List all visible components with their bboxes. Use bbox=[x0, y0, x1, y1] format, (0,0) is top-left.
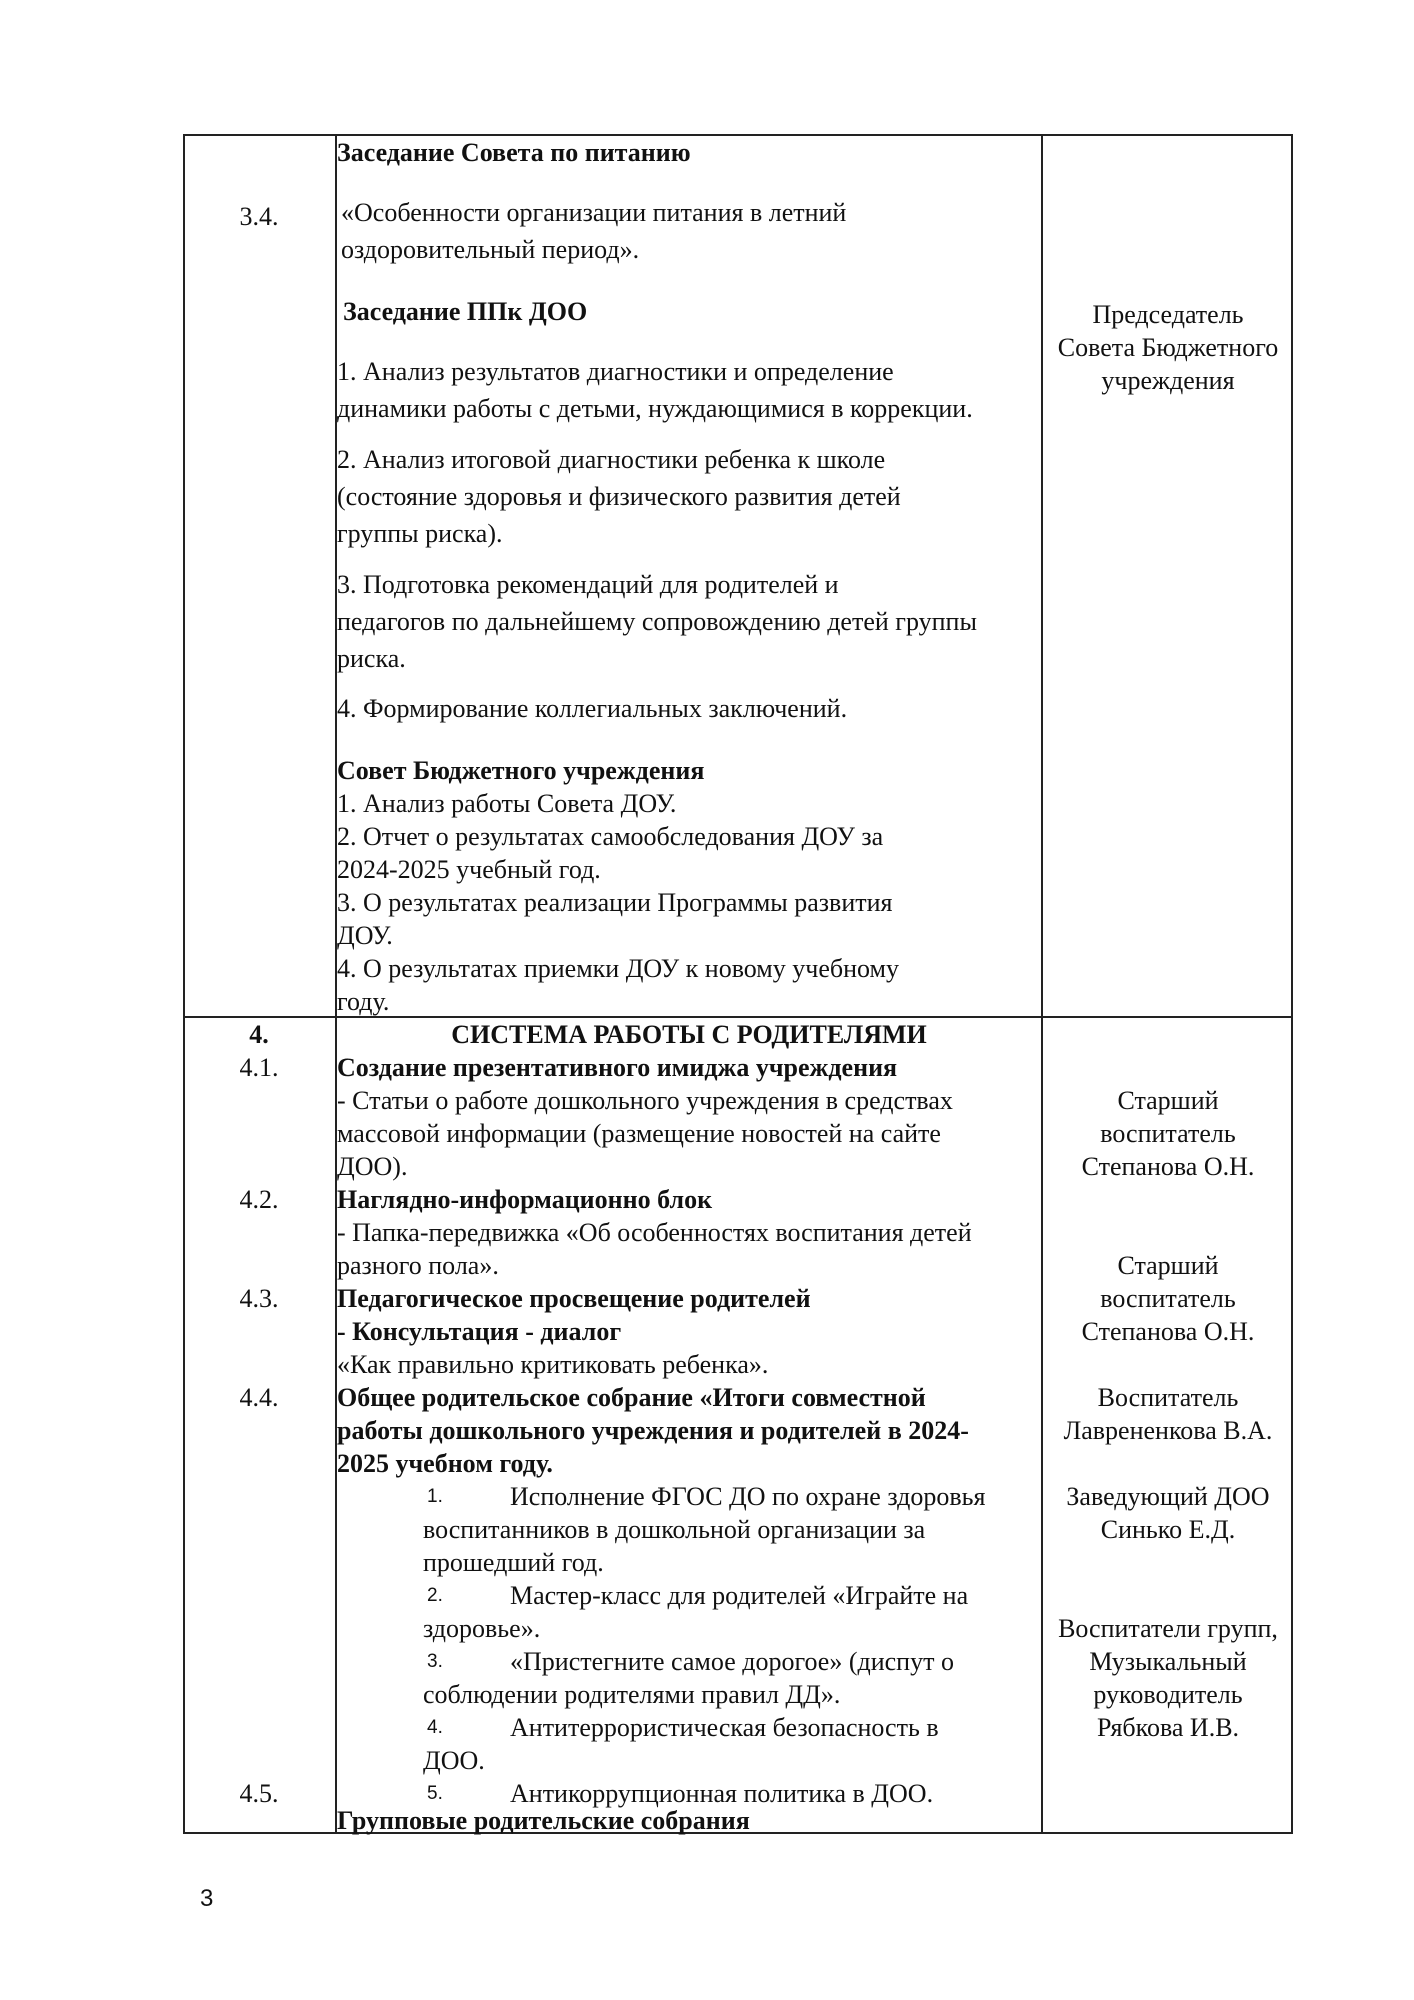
row3-line-7: (состояние здоровья и физического развития детей bbox=[337, 482, 901, 511]
responsible-4-line-2: руководитель bbox=[1093, 1680, 1243, 1709]
responsible-4-line-0: Воспитатели групп, bbox=[1058, 1614, 1278, 1643]
row3-line-11: риска. bbox=[337, 644, 406, 673]
responsible-3-line-0: Заведующий ДОО bbox=[1066, 1482, 1270, 1511]
row4-line-4: Наглядно-информационно блок bbox=[337, 1185, 713, 1214]
row3-line-9: 3. Подготовка рекомендаций для родителей и bbox=[337, 570, 839, 599]
row3-line-12: 4. Формирование коллегиальных заключений. bbox=[337, 694, 848, 723]
row4-line-0: Создание презентативного имиджа учреждения bbox=[337, 1053, 898, 1082]
row3-line-14: 1. Анализ работы Совета ДОУ. bbox=[337, 789, 677, 818]
row4-heading: СИСТЕМА РАБОТЫ С РОДИТЕЛЯМИ bbox=[451, 1020, 927, 1049]
row4-subnumber-0: 4.1. bbox=[239, 1053, 279, 1082]
row4-line-10: Общее родительское собрание «Итоги совместной bbox=[337, 1383, 926, 1412]
row3-line-0: Заседание Совета по питанию bbox=[337, 138, 691, 167]
row3-number: 3.4. bbox=[239, 202, 279, 231]
responsible-0-line-0: Старший bbox=[1117, 1086, 1219, 1115]
row4-line-8: - Консультация - диалог bbox=[337, 1317, 622, 1346]
row4-line-12: 2025 учебном году. bbox=[337, 1449, 553, 1478]
meeting-item-1-line-0: Исполнение ФГОС ДО по охране здоровья bbox=[510, 1482, 986, 1511]
meeting-item-4-line-0: Антитеррористическая безопасность в bbox=[510, 1713, 939, 1742]
row3-line-3: Заседание ППк ДОО bbox=[343, 297, 588, 326]
meeting-item-2-line-1: здоровье». bbox=[423, 1614, 541, 1643]
meeting-item-1-line-2: прошедший год. bbox=[423, 1548, 604, 1577]
row4-subnumber-4: 4.5. bbox=[239, 1779, 279, 1808]
row3-line-6: 2. Анализ итоговой диагностики ребенка к школе bbox=[337, 445, 886, 474]
responsible-0-line-2: Степанова О.Н. bbox=[1081, 1152, 1255, 1181]
responsible-4-line-1: Музыкальный bbox=[1089, 1647, 1247, 1676]
row3-line-4: 1. Анализ результатов диагностики и определение bbox=[337, 357, 894, 386]
row4-subnumber-3: 4.4. bbox=[239, 1383, 279, 1412]
row3-line-1: «Особенности организации питания в летний bbox=[341, 198, 847, 227]
row4-line-6: разного пола». bbox=[337, 1251, 499, 1280]
table-border-left bbox=[183, 134, 185, 1834]
responsible-2-line-0: Воспитатель bbox=[1097, 1383, 1239, 1412]
row3-line-18: ДОУ. bbox=[337, 921, 393, 950]
responsible-2-line-1: Лаврененкова В.А. bbox=[1063, 1416, 1273, 1445]
page-number: 3 bbox=[200, 1885, 214, 1912]
meeting-item-3-line-0: «Пристегните самое дорогое» (диспут о bbox=[510, 1647, 954, 1676]
responsible-4-line-3: Рябкова И.В. bbox=[1096, 1713, 1240, 1742]
responsible-1-line-1: воспитатель bbox=[1100, 1284, 1236, 1313]
row4-line-7: Педагогическое просвещение родителей bbox=[337, 1284, 811, 1313]
row3-responsible-1: Совета Бюджетного bbox=[1057, 333, 1279, 362]
row4-line-11: работы дошкольного учреждения и родителей в 2024- bbox=[337, 1416, 969, 1445]
row4-subnumber-2: 4.3. bbox=[239, 1284, 279, 1313]
meeting-item-5-number: 5. bbox=[427, 1783, 443, 1804]
meeting-item-5-line-0: Антикоррупционная политика в ДОО. bbox=[510, 1779, 934, 1808]
row4-line-1: - Статьи о работе дошкольного учреждения в средствах bbox=[337, 1086, 953, 1115]
row4-number: 4. bbox=[249, 1020, 269, 1049]
document-table bbox=[183, 134, 1293, 1834]
meeting-item-3-number: 3. bbox=[427, 1651, 443, 1672]
row4-line-2: массовой информации (размещение новостей на сайте bbox=[337, 1119, 941, 1148]
row4-line-5: - Папка-передвижка «Об особенностях воспитания детей bbox=[337, 1218, 972, 1247]
meeting-item-4-number: 4. bbox=[427, 1717, 443, 1738]
meeting-item-1-line-1: воспитанников в дошкольной организации за bbox=[423, 1515, 926, 1544]
responsible-3-line-1: Синько Е.Д. bbox=[1100, 1515, 1236, 1544]
row4-last-line: Групповые родительские собрания bbox=[337, 1806, 750, 1835]
row3-line-8: группы риска). bbox=[337, 519, 503, 548]
row3-line-16: 2024-2025 учебный год. bbox=[337, 855, 601, 884]
row3-line-10: педагогов по дальнейшему сопровождению детей группы bbox=[337, 607, 977, 636]
responsible-1-line-2: Степанова О.Н. bbox=[1081, 1317, 1255, 1346]
meeting-item-3-line-1: соблюдении родителями правил ДД». bbox=[423, 1680, 841, 1709]
row3-responsible-2: учреждения bbox=[1101, 366, 1235, 395]
row4-line-9: «Как правильно критиковать ребенка». bbox=[337, 1350, 769, 1379]
row3-line-17: 3. О результатах реализации Программы развития bbox=[337, 888, 893, 917]
responsible-1-line-0: Старший bbox=[1117, 1251, 1219, 1280]
meeting-item-1-number: 1. bbox=[427, 1486, 443, 1507]
row3-line-15: 2. Отчет о результатах самообследования ДОУ за bbox=[337, 822, 884, 851]
meeting-item-4-line-1: ДОО. bbox=[423, 1746, 485, 1775]
row4-subnumber-1: 4.2. bbox=[239, 1185, 279, 1214]
responsible-0-line-1: воспитатель bbox=[1100, 1119, 1236, 1148]
row3-line-2: оздоровительный период». bbox=[341, 235, 640, 264]
row3-line-20: году. bbox=[337, 987, 390, 1016]
row3-responsible-0: Председатель bbox=[1092, 300, 1244, 329]
row3-line-13: Совет Бюджетного учреждения bbox=[337, 756, 705, 785]
meeting-item-2-number: 2. bbox=[427, 1585, 443, 1606]
row4-line-3: ДОО). bbox=[337, 1152, 408, 1181]
meeting-item-2-line-0: Мастер-класс для родителей «Играйте на bbox=[510, 1581, 969, 1610]
row3-line-5: динамики работы с детьми, нуждающимися в коррекции. bbox=[337, 394, 973, 423]
row3-line-19: 4. О результатах приемки ДОУ к новому учебному bbox=[337, 954, 899, 983]
